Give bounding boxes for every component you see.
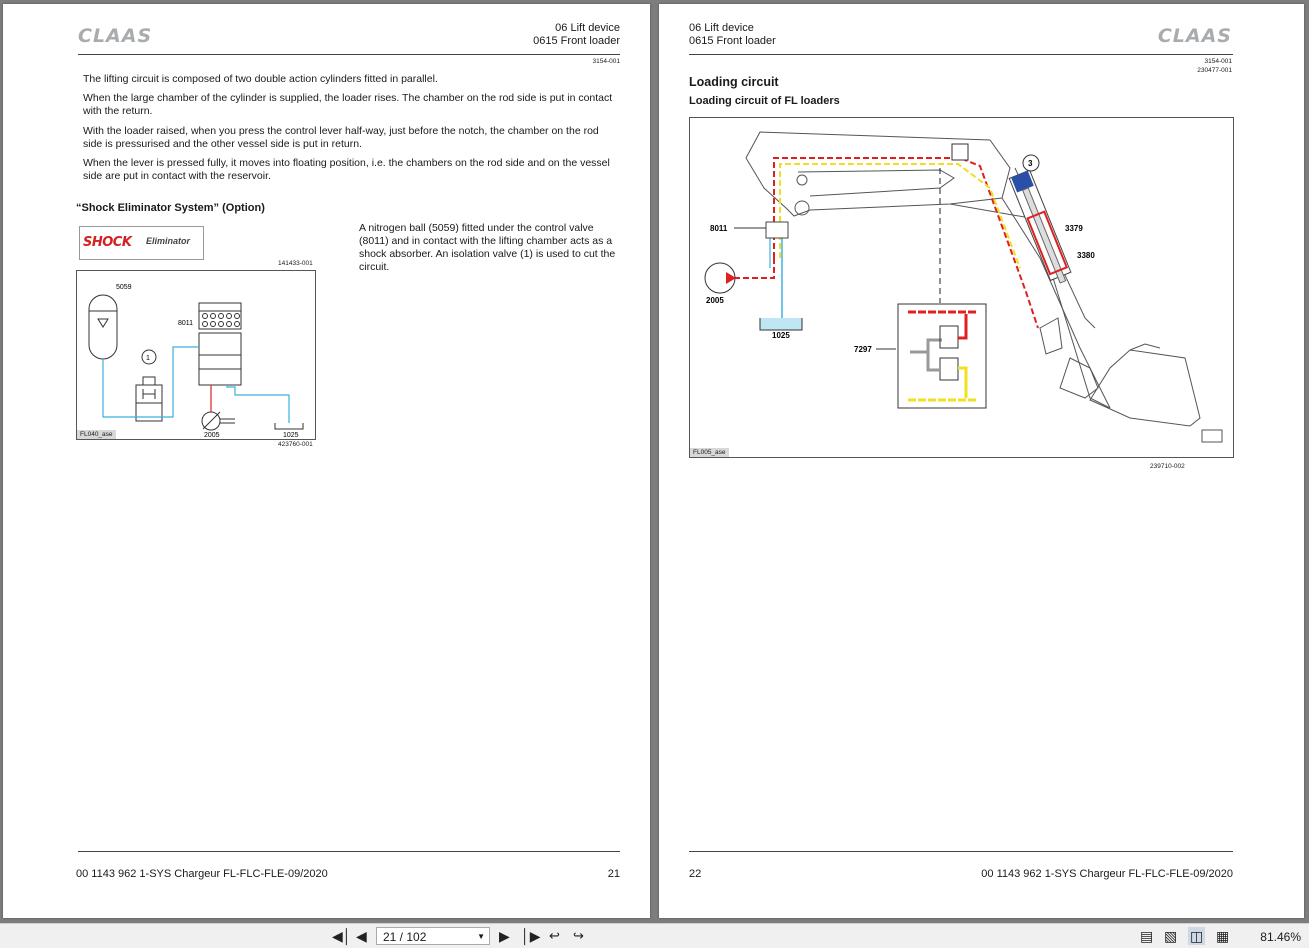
section-title: Loading circuit (689, 75, 779, 89)
section-subtitle: Loading circuit of FL loaders (689, 95, 840, 107)
shock-eliminator-logo: SHOCK Eliminator (79, 226, 204, 260)
footer-doc: 00 1143 962 1-SYS Chargeur FL-FLC-FLE-09/2020 (981, 868, 1233, 880)
section-title: “Shock Eliminator System” (Option) (76, 202, 265, 214)
figure-tag: FL040_ase (77, 430, 116, 439)
doc-code-2: 230477-001 (1197, 67, 1232, 74)
label-3: 3 (1028, 159, 1033, 168)
single-page-icon[interactable]: ▤ (1140, 928, 1154, 944)
footer-page-number: 21 (607, 868, 620, 880)
shock-circuit-figure (76, 270, 316, 440)
loading-circuit-figure (689, 117, 1234, 458)
claas-logo: CLAAS (1157, 25, 1232, 47)
section-text: A nitrogen ball (5059) fitted under the control valve (8011) and in contact with the lifting chamber acts as a shock absorber. An isolation valve (1) is used to cut the circuit. (359, 222, 616, 273)
label-1: 1 (146, 355, 150, 362)
continuous-icon[interactable]: ▧ (1164, 928, 1178, 944)
label-5059: 5059 (116, 284, 132, 291)
prev-page-icon[interactable]: ◀ (356, 928, 367, 944)
header-chapter: 06 Lift device (689, 22, 754, 34)
claas-logo: CLAAS (78, 25, 153, 47)
first-page-icon[interactable]: ◀│ (332, 928, 352, 944)
loading-circuit-diagram (690, 118, 1233, 457)
label-3379: 3379 (1065, 224, 1083, 233)
right-page (659, 4, 1304, 918)
footer-doc: 00 1143 962 1-SYS Chargeur FL-FLC-FLE-09/2020 (76, 868, 328, 880)
chevron-down-icon: ▼ (477, 932, 485, 941)
viewer-toolbar (0, 923, 1309, 948)
paragraph: When the lever is pressed fully, it moves into floating position, i.e. the chambers on the rod side and on the vessel side are put in contact with the reservoir. (83, 157, 610, 182)
paragraph: The lifting circuit is composed of two double action cylinders fitted in parallel. (83, 73, 438, 85)
doc-code: 3154-001 (592, 58, 620, 65)
two-page-continuous-icon[interactable]: ▦ (1216, 928, 1230, 944)
label-2005: 2005 (706, 296, 724, 305)
last-page-icon[interactable]: │▶ (521, 928, 541, 944)
label-8011: 8011 (710, 224, 728, 233)
footer-page-number: 22 (689, 868, 702, 880)
footer-rule (689, 851, 1233, 852)
paragraph: With the loader raised, when you press the control lever half-way, just before the notch, the chamber on the rod side is pressurised and the other vessel side is put in return. (83, 125, 599, 150)
label-3380: 3380 (1077, 251, 1095, 260)
shock-circuit-diagram (77, 271, 315, 439)
header-section: 0615 Front loader (689, 35, 776, 47)
header-section: 0615 Front loader (533, 35, 620, 47)
doc-code: 3154-001 (1204, 58, 1232, 65)
figure-tag: FL005_ase (690, 448, 729, 457)
logo-code: 141433-001 (278, 260, 313, 267)
left-page (3, 4, 650, 918)
figure-code: 423760-001 (278, 441, 313, 448)
label-1025: 1025 (772, 331, 790, 340)
two-page-icon[interactable]: ◫ (1190, 928, 1204, 944)
forward-view-icon[interactable]: ↪ (573, 928, 584, 943)
back-view-icon[interactable]: ↩ (549, 928, 560, 943)
figure-code: 239710-002 (1150, 463, 1185, 470)
label-7297: 7297 (854, 345, 872, 354)
header-rule (78, 54, 620, 55)
label-8011: 8011 (178, 320, 194, 327)
footer-rule (78, 851, 620, 852)
label-1025: 1025 (283, 432, 299, 439)
header-chapter: 06 Lift device (555, 22, 620, 34)
label-2005: 2005 (204, 432, 220, 439)
paragraph: When the large chamber of the cylinder is supplied, the loader rises. The chamber on the rod side is put in contact with the return. (83, 92, 613, 117)
page-number-input[interactable]: 21 / 102 ▼ (376, 927, 490, 945)
zoom-level[interactable]: 81.46% (1260, 930, 1301, 944)
next-page-icon[interactable]: ▶ (499, 928, 510, 944)
header-rule (689, 54, 1233, 55)
